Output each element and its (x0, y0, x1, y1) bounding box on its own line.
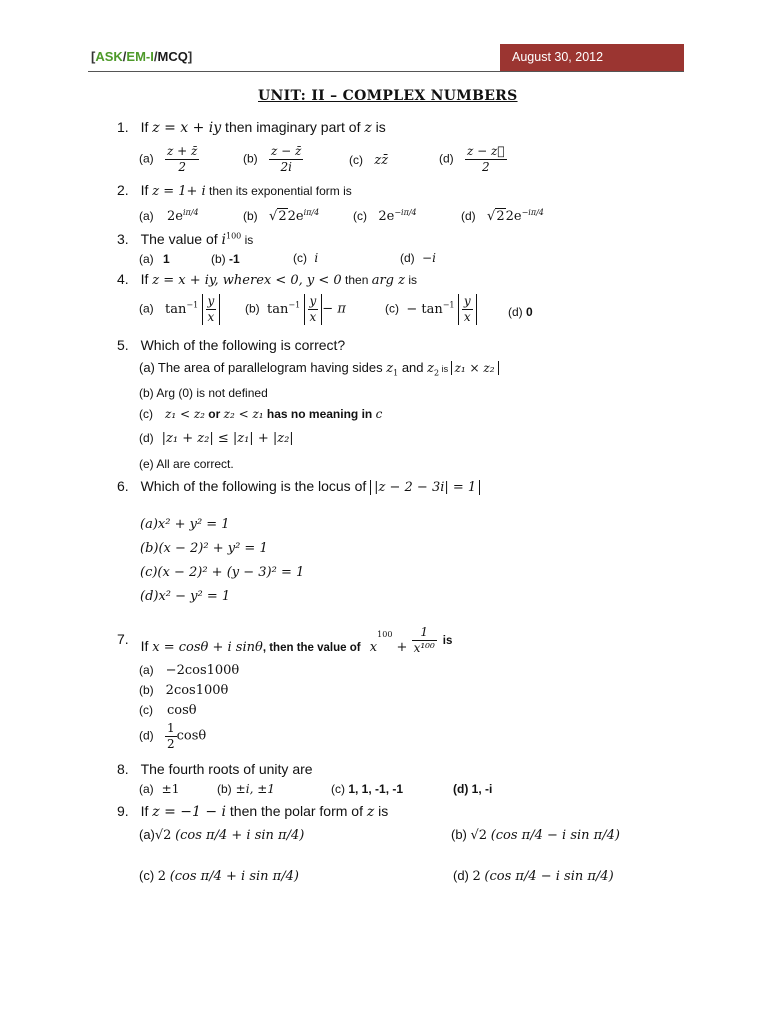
option-value: − π (322, 301, 346, 317)
q5-option-b (139, 386, 268, 400)
question-number: 3. (117, 231, 129, 247)
q5-option-d (139, 431, 294, 446)
denominator: x¹⁰⁰ (413, 641, 435, 655)
q9-option-b (451, 827, 620, 843)
option-value: −2cos100θ (165, 663, 240, 678)
denominator: x (309, 310, 317, 324)
option-value: tan (267, 301, 289, 317)
question-1 (117, 119, 386, 136)
stem-text: is (241, 233, 254, 247)
option-value: cosθ (167, 703, 197, 718)
q1-option-d (439, 144, 507, 175)
exponent: iπ/4 (182, 208, 199, 217)
fraction (165, 144, 199, 175)
exponent: −iπ/4 (394, 208, 417, 217)
option-value: z₁ × z₂ (451, 361, 499, 375)
radicand: 2 (496, 209, 505, 224)
subscript: 2 (433, 368, 440, 378)
option-value: tan (165, 301, 187, 317)
option-value: (cos π/4 − i sin π/4) (490, 828, 620, 843)
denominator: x (463, 310, 471, 324)
date-box (500, 44, 684, 71)
q5-option-c (139, 407, 382, 421)
q6-option-a: (a)x² + y² = 1 (140, 517, 230, 532)
option-value: 2e (287, 209, 304, 224)
stem-math: z (364, 120, 372, 136)
exponent: 100 (377, 629, 393, 639)
stem-math: |z − 2 − 3i| = 1 (370, 480, 480, 495)
option-label: (a) (139, 782, 154, 796)
q9-option-c (139, 868, 299, 884)
numerator: y (463, 294, 471, 308)
q3-option-d (400, 251, 436, 265)
subscript: 1 (393, 368, 399, 378)
question-7 (117, 625, 452, 656)
option-label: (b) (139, 386, 154, 400)
option-value: −i (422, 251, 436, 265)
stem-text: If (140, 271, 153, 287)
option-label: (c) (349, 153, 363, 167)
option-text: and (398, 360, 428, 375)
q9-option-d (453, 868, 614, 884)
q8-option-a (139, 782, 179, 796)
option-value: 1, -i (471, 782, 493, 796)
fraction (465, 144, 507, 175)
option-label: (d) (453, 782, 469, 796)
option-value: |z₁ + z₂| ≤ |z₁| + |z₂| (161, 431, 294, 446)
bracket-close: ] (187, 49, 193, 64)
fraction (308, 294, 319, 325)
denominator: x (207, 310, 215, 324)
option-text: All are correct. (156, 457, 234, 471)
question-5 (117, 337, 345, 353)
separator: / (153, 49, 158, 64)
denominator: 2 (481, 160, 490, 174)
option-value: (cos π/4 + i sin π/4) (169, 869, 299, 884)
fraction (206, 294, 217, 325)
q5-option-e (139, 457, 234, 471)
q7-option-b (139, 683, 228, 698)
stem-text: , then the value of (262, 642, 364, 655)
fraction (412, 625, 437, 656)
course-ask: ASK (95, 49, 123, 64)
option-label: (c) (139, 703, 153, 717)
numerator: 1 (412, 625, 437, 641)
numerator: z − z⃗ (467, 144, 505, 158)
fraction (269, 144, 303, 175)
stem-math: i (221, 232, 226, 248)
q2-option-a (139, 208, 199, 224)
exponent: −1 (288, 300, 301, 310)
option-value: z₂ < z₁ (223, 407, 264, 421)
q4-option-d (508, 305, 533, 319)
option-label: (b) (217, 782, 232, 796)
exponent: −1 (442, 300, 455, 310)
stem-math: + (392, 640, 412, 656)
option-label: (d) (139, 728, 154, 743)
exponent: iπ/4 (303, 208, 320, 217)
math-var: z (427, 361, 434, 376)
date-text: August 30, 2012 (512, 50, 604, 64)
q2-option-b (243, 208, 319, 224)
option-value: 1, 1, -1, -1 (348, 782, 404, 796)
stem-math: z = −1 − i (152, 804, 227, 820)
question-6 (117, 478, 480, 495)
stem-text: then the polar form of (226, 803, 367, 819)
option-label: (c) (139, 868, 155, 883)
option-text: has no meaning in (263, 407, 376, 421)
option-label: (c) (139, 407, 153, 421)
stem-text: Which of the following is correct? (140, 337, 346, 353)
numerator: z + z̄ (167, 144, 198, 158)
option-label: (c) (293, 251, 307, 265)
numerator: 1 (167, 721, 175, 735)
question-number: 5. (117, 337, 129, 353)
absolute-value (202, 294, 221, 325)
stem-math: x (369, 640, 378, 656)
sqrt: √2 (269, 209, 287, 224)
numerator: z − z̄ (271, 144, 302, 158)
stem-text: The value of (140, 231, 222, 247)
question-4 (117, 271, 417, 288)
header-rule (88, 71, 684, 72)
stem-text: Which of the following is the locus of (140, 478, 371, 494)
option-value: zz̄ (374, 153, 389, 168)
question-number: 8. (117, 761, 129, 777)
q4-option-c (385, 294, 477, 325)
option-value: ±1 (161, 782, 180, 796)
stem-text: is (442, 635, 453, 648)
q2-option-d (461, 208, 544, 224)
denominator: 2 (178, 160, 186, 174)
option-text: or (204, 407, 224, 421)
question-number: 6. (117, 478, 129, 494)
option-value: 2e (505, 209, 522, 224)
option-value: 2e (378, 209, 395, 224)
option-label: (d) (139, 431, 154, 445)
option-value: i (314, 251, 319, 265)
math-var: z (386, 361, 394, 376)
option-value: cosθ (176, 728, 207, 744)
stem-text: The fourth roots of unity are (140, 761, 313, 777)
stem-text: is (371, 119, 386, 135)
option-prefix: 2 (472, 869, 481, 884)
q6-option-d: (d)x² − y² = 1 (140, 589, 231, 604)
absolute-value (458, 294, 477, 325)
option-label: (b) (211, 252, 226, 266)
exponent: −1 (186, 300, 199, 310)
question-2 (117, 182, 352, 199)
option-label: (a) (139, 209, 154, 223)
option-label: (a) (139, 663, 154, 677)
option-label: (d) (439, 151, 454, 166)
option-label: (b) (245, 301, 260, 316)
stem-math: z = x + iy (152, 120, 222, 136)
q3-option-b (211, 252, 240, 266)
q5-option-a (139, 360, 499, 378)
option-label: (d) (508, 305, 523, 319)
q7-option-a (139, 663, 239, 678)
option-label: (d) (400, 251, 415, 265)
option-prefix: √2 (470, 828, 488, 843)
q8-option-b (217, 782, 275, 796)
option-value: 2e (167, 209, 183, 224)
question-number: 2. (117, 182, 129, 198)
q1-option-a (139, 144, 199, 175)
question-8 (117, 761, 313, 777)
stem-math: x = cosθ + i sinθ (152, 640, 263, 656)
q1-option-c (349, 153, 388, 168)
denominator: 2i (280, 160, 292, 174)
stem-math: z (366, 804, 375, 820)
stem-text: then imaginary part of (221, 119, 365, 135)
fraction (165, 721, 177, 752)
option-value: -1 (229, 252, 240, 266)
question-number: 1. (117, 119, 129, 135)
option-label: (b) (243, 209, 258, 223)
option-value: z₁ < z₂ (165, 407, 205, 421)
q7-option-d (139, 721, 206, 752)
stem-text: then its exponential form is (205, 184, 352, 198)
option-label: (a) (139, 360, 155, 375)
stem-math: z = x + iy, wherex < 0, y < 0 (152, 273, 342, 288)
option-label: (b) (451, 827, 467, 842)
course-code (91, 49, 192, 64)
q8-option-c (331, 782, 403, 796)
denominator: 2 (167, 737, 175, 751)
q3-option-c (293, 251, 318, 265)
bracket-open: [ (91, 49, 96, 64)
stem-text: is (374, 803, 389, 819)
option-value: 0 (526, 305, 533, 319)
option-value: (cos π/4 − i sin π/4) (484, 869, 614, 884)
option-label: (a) (139, 827, 155, 842)
option-label: (a) (139, 151, 154, 166)
page-title: UNIT: II – COMPLEX NUMBERS (258, 88, 518, 104)
option-text: Arg (0) is not defined (156, 386, 268, 400)
stem-text: If (140, 638, 153, 655)
option-text: The area of parallelogram having sides (157, 360, 387, 375)
option-prefix: √2 (154, 828, 172, 843)
course-mcq: MCQ (157, 49, 188, 64)
q6-option-c: (c)(x − 2)² + (y − 3)² = 1 (140, 565, 305, 580)
q3-option-a (139, 252, 170, 266)
q8-option-d (453, 782, 492, 796)
option-value: 2cos100θ (165, 683, 229, 698)
option-label: (b) (139, 683, 154, 697)
option-label: (c) (353, 209, 367, 223)
course-em: EM-I (126, 49, 154, 64)
numerator: y (309, 294, 317, 308)
absolute-value (304, 294, 323, 325)
stem-text: If (140, 803, 153, 819)
q4-option-a (139, 294, 220, 325)
option-label: (d) (461, 209, 476, 223)
stem-text: is (405, 273, 417, 287)
option-label: (c) (385, 301, 399, 316)
stem-math: arg z (371, 273, 405, 288)
exponent: −iπ/4 (521, 208, 544, 217)
option-label: (a) (139, 252, 154, 266)
q1-option-b (243, 144, 303, 175)
stem-text: If (140, 119, 153, 135)
stem-text: If (140, 182, 153, 198)
stem-text: then (341, 273, 372, 287)
question-9 (117, 803, 388, 820)
option-value: 1 (163, 252, 170, 266)
option-value: ±i, ±1 (235, 782, 275, 796)
option-value: (cos π/4 + i sin π/4) (175, 828, 305, 843)
option-label: (d) (453, 868, 469, 883)
option-label: (e) (139, 457, 154, 471)
question-number: 9. (117, 803, 129, 819)
fraction (462, 294, 473, 325)
sqrt: √2 (487, 209, 505, 224)
numerator: y (207, 294, 215, 308)
question-number: 4. (117, 271, 129, 287)
option-value: c (375, 407, 383, 421)
option-label: (c) (331, 782, 345, 796)
question-number: 7. (117, 631, 129, 648)
option-label: (a) (139, 301, 154, 316)
exponent: 100 (226, 231, 242, 241)
q6-option-b: (b)(x − 2)² + y² = 1 (140, 541, 268, 556)
option-prefix: 2 (157, 869, 167, 884)
separator: / (122, 49, 127, 64)
q2-option-c (353, 208, 417, 224)
option-value: − tan (406, 301, 443, 317)
question-3 (117, 231, 253, 248)
option-label: (b) (243, 151, 258, 166)
q9-option-a (139, 827, 304, 843)
q4-option-b (245, 294, 346, 325)
radicand: 2 (278, 209, 287, 224)
option-text: is (439, 364, 451, 374)
stem-math: z = 1+ i (152, 184, 206, 199)
q7-option-c (139, 703, 197, 718)
